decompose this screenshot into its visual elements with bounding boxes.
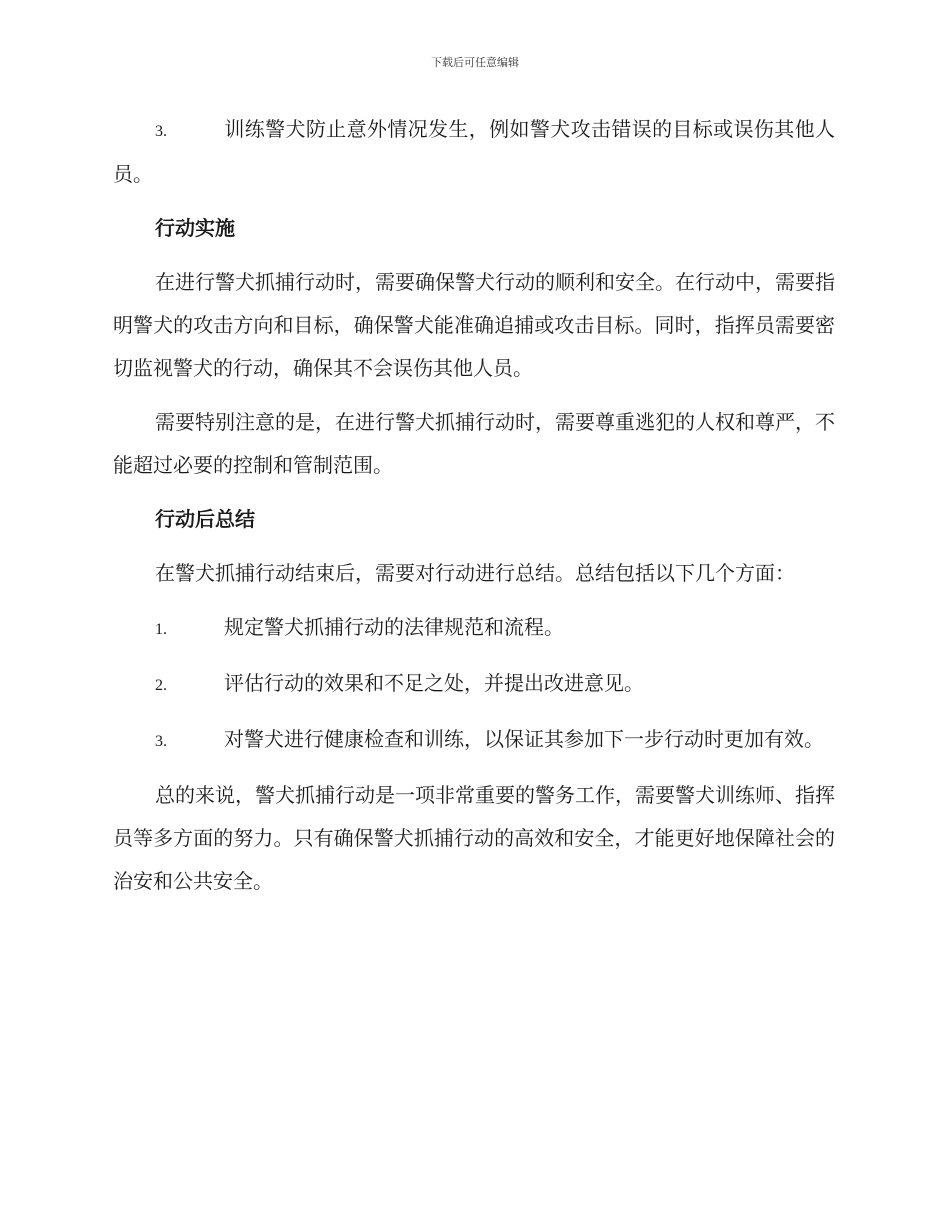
list-item-text: 规定警犬抓捕行动的法律规范和流程。 [224, 615, 564, 639]
list-item-number: 3. [155, 123, 167, 140]
list-item-number: 2. [155, 677, 167, 694]
list-item-text: 评估行动的效果和不足之处，并提出改进意见。 [224, 671, 644, 695]
page-header-note: 下载后可任意编辑 [431, 56, 519, 69]
paragraph: 总的来说，警犬抓捕行动是一项非常重要的警务工作，需要警犬训练师、指挥员等多方面的努力。只有确保警犬抓捕行动的高效和安全，才能更好地保障社会的治安和公共安全。 [113, 783, 835, 893]
document-body [113, 108, 835, 914]
section-heading-implementation: 行动实施 [155, 216, 235, 240]
list-item-text: 训练警犬防止意外情况发生，例如警犬攻击错误的目标或误伤其他人员。 [113, 117, 835, 186]
list-item-number: 3. [155, 733, 167, 750]
list-item-number: 1. [155, 621, 167, 638]
paragraph: 需要特别注意的是，在进行警犬抓捕行动时，需要尊重逃犯的人权和尊严，不能超过必要的控制和管制范围。 [113, 410, 835, 477]
section-heading-summary: 行动后总结 [155, 507, 255, 531]
list-item-text: 对警犬进行健康检查和训练，以保证其参加下一步行动时更加有效。 [224, 727, 824, 751]
paragraph: 在进行警犬抓捕行动时，需要确保警犬行动的顺利和安全。在行动中，需要指明警犬的攻击方向和目标，确保警犬能准确追捕或攻击目标。同时，指挥员需要密切监视警犬的行动，确保其不会误伤其他人员。 [113, 270, 835, 380]
list-item [113, 662, 835, 707]
list-item [113, 718, 835, 763]
list-item [113, 108, 835, 196]
list-item [113, 606, 835, 651]
paragraph: 在警犬抓捕行动结束后，需要对行动进行总结。总结包括以下几个方面： [155, 561, 795, 585]
